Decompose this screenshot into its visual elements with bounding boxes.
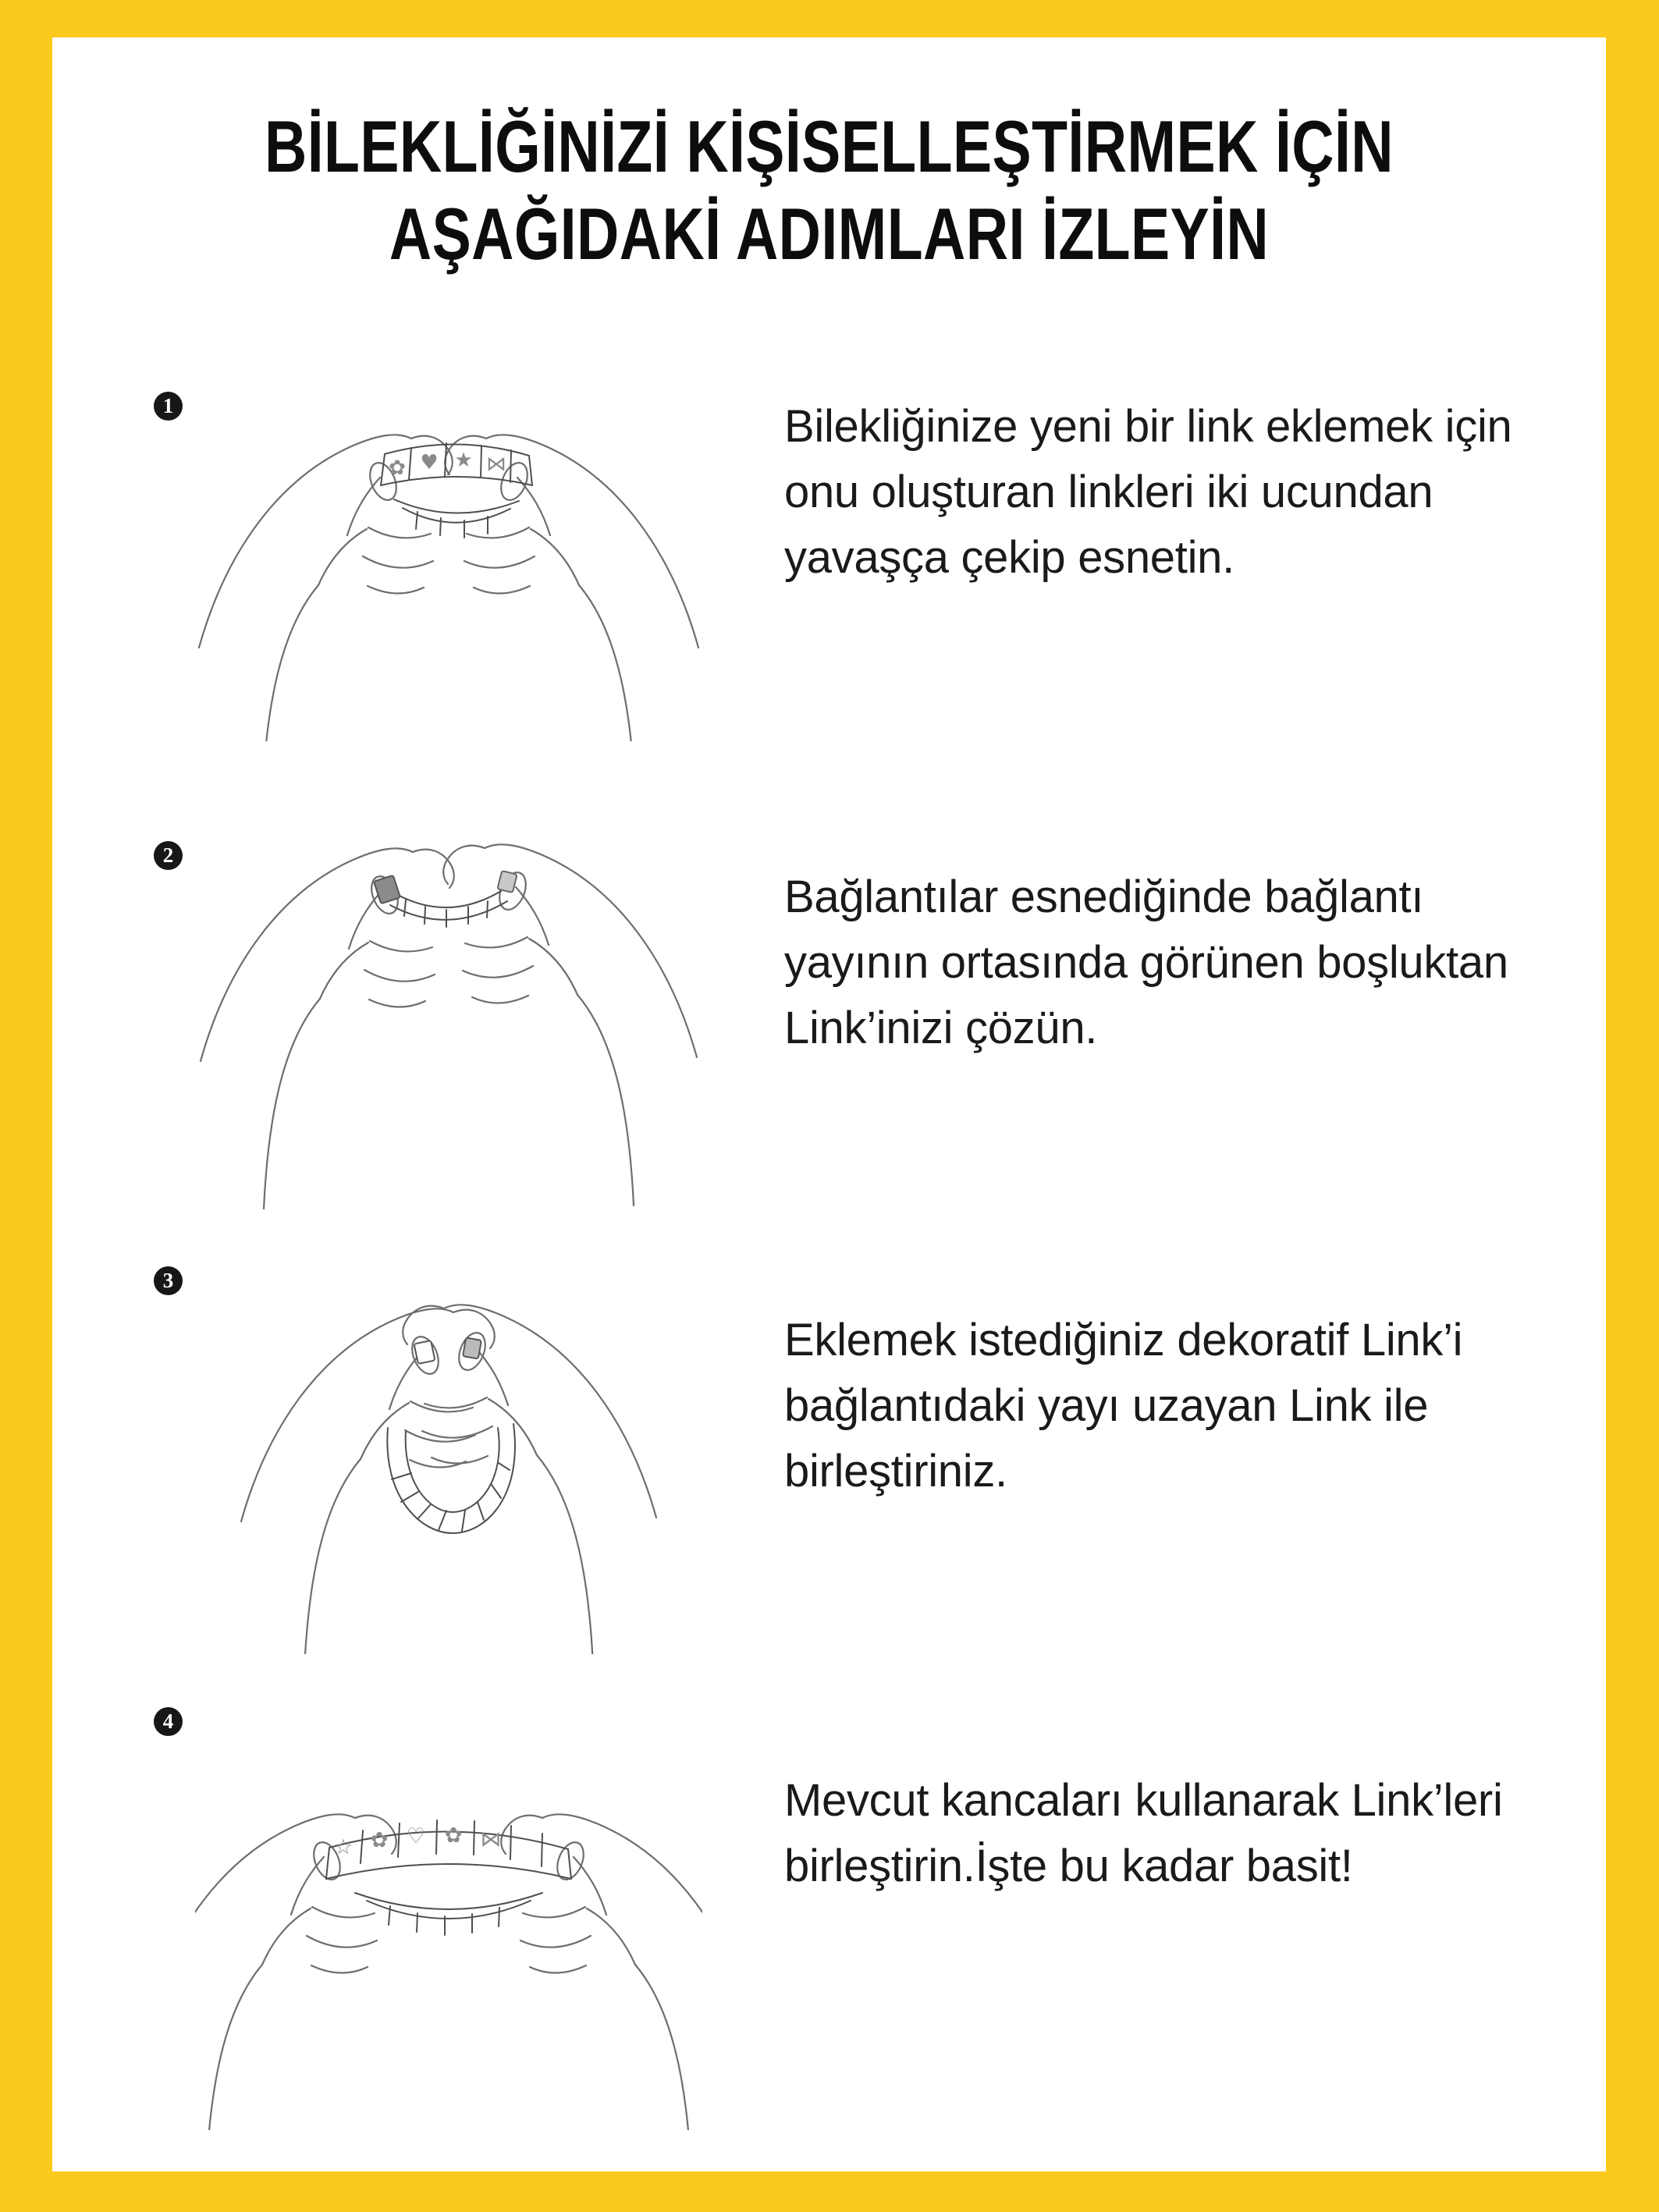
step-text: Bağlantılar esnediğinde bağlantı yayının ortasında görünen boşluktan Link’inizi çözün. [784, 872, 1508, 1053]
charm-heart-icon: ♡ [406, 1824, 426, 1848]
page-title-line-2: AŞAĞIDAKİ ADIMLARI İZLEYİN [389, 193, 1270, 275]
illustration-hands-removing-link [195, 819, 702, 1209]
open-link-end [497, 871, 517, 893]
charm-heart-icon: ♥ [420, 451, 439, 474]
charm-flower-icon: ✿ [389, 456, 406, 480]
step-number: 1 [162, 394, 174, 417]
step-number-badge [154, 1707, 183, 1736]
illustration-hands-joining-decorative-link [195, 1264, 702, 1654]
charm-butterfly-icon: ⋈ [480, 1827, 502, 1852]
step-number-badge [154, 841, 183, 870]
bracelet-drawing [390, 891, 507, 927]
step-row-3 [52, 1241, 1606, 1685]
step-row-4 [52, 1685, 1606, 2130]
charm-flower-icon: ✿ [370, 1828, 389, 1852]
detached-link [374, 875, 400, 904]
step-number: 3 [162, 1269, 174, 1292]
page-title [208, 103, 1451, 278]
illustration-hands-stretching-bracelet [195, 351, 702, 741]
step-row-1 [52, 351, 1606, 796]
charm-flower-icon: ✿ [444, 1823, 463, 1848]
illustration-hands-connecting-links [195, 1740, 702, 2130]
decorative-link [414, 1340, 435, 1364]
charm-star-icon: ★ [454, 449, 473, 472]
step-text: Bilekliğinize yeni bir link eklemek için onu oluşturan linkleri iki ucundan yavaşça çekip esnetin. [784, 401, 1512, 583]
page-title-line-1: BİLEKLİĞİNİZİ KİŞİSELLEŞTİRMEK İÇİN [264, 105, 1394, 187]
step-text: Eklemek istediğiniz dekoratif Link’i bağlantıdaki yayı uzayan Link ile birleştiriniz. [784, 1315, 1463, 1497]
step-number-badge [154, 392, 183, 421]
step-number-badge [154, 1266, 183, 1295]
bracelet-drawing [387, 1424, 515, 1533]
charm-butterfly-icon: ⋈ [486, 453, 506, 476]
step-row-2 [52, 796, 1606, 1241]
content-sheet [52, 37, 1606, 2171]
step-number: 2 [162, 843, 174, 867]
spring-link [463, 1337, 481, 1358]
step-number: 4 [162, 1710, 174, 1733]
charm-star-icon: ☆ [333, 1835, 353, 1859]
step-text: Mevcut kancaları kullanarak Link’leri birleştirin.İşte bu kadar basit! [784, 1775, 1503, 1891]
